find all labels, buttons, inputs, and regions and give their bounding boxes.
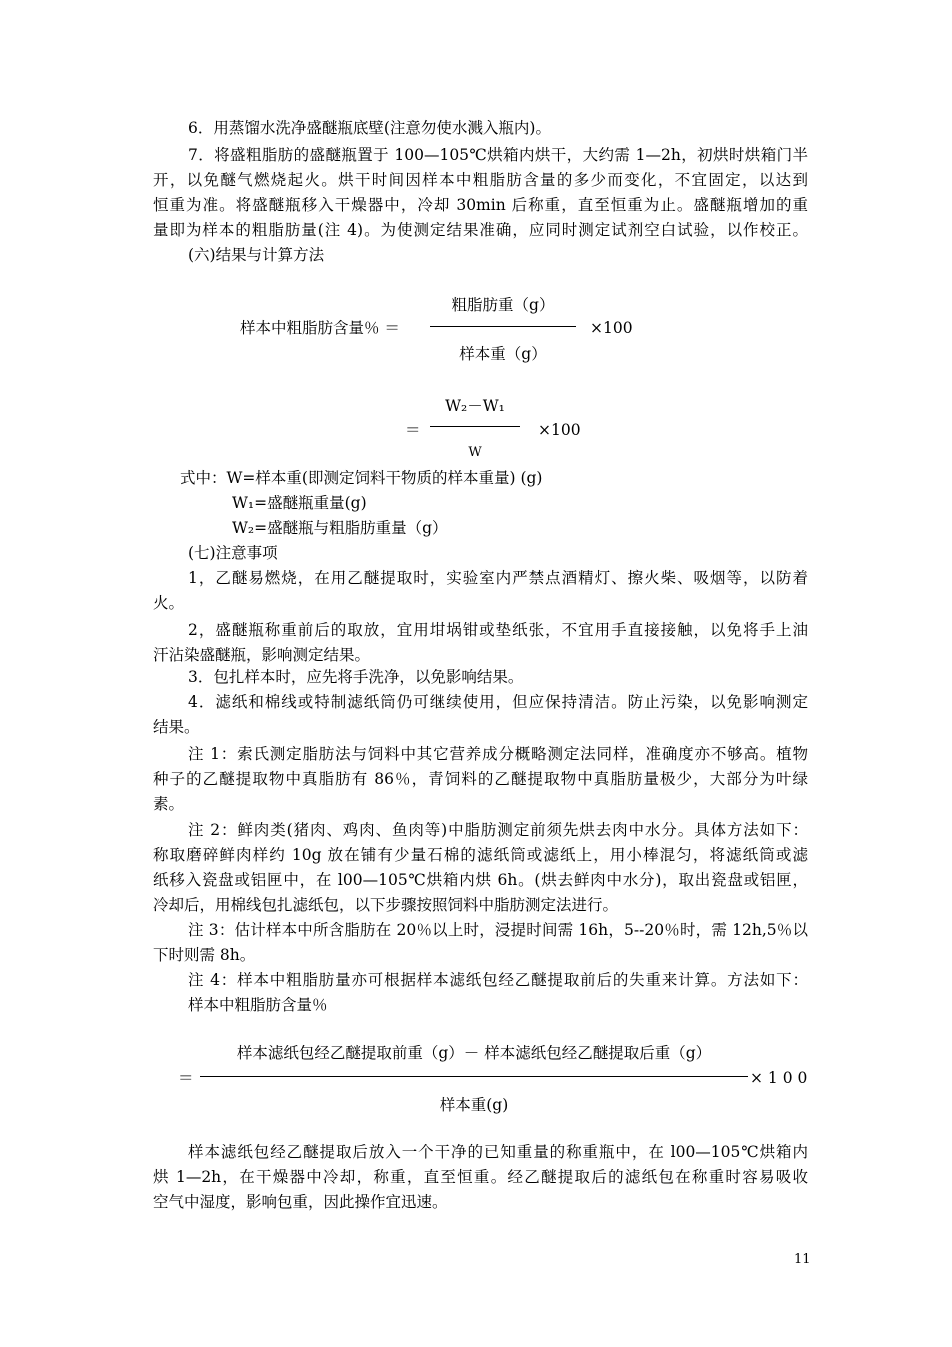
- formula-2-numerator: W₂－W₁: [445, 397, 505, 415]
- definition-w2: W₂=盛醚瓶与粗脂肪重量（g）: [232, 519, 448, 537]
- formula-2-denominator: W: [468, 445, 482, 460]
- step-6-text: 6．用蒸馏水洗净盛醚瓶底壁(注意勿使水溅入瓶内)。: [188, 119, 551, 137]
- note-1-line-2: 种子的乙醚提取物中真脂肪有 86％，青饲料的乙醚提取物中真脂肪量极少，大部分为叶绿: [153, 770, 808, 788]
- formula-3-multiplier: × 1 0 0: [750, 1069, 808, 1087]
- note-4-line-2: 样本中粗脂肪含量％: [188, 996, 328, 1014]
- formula-3-fraction-bar: [200, 1076, 748, 1077]
- note-2-line-1: 注 2：鲜肉类(猪肉、鸡肉、鱼肉等)中脂肪测定前须先烘去肉中水分。具体方法如下：: [188, 821, 808, 839]
- formula-1-numerator: 粗脂肪重（g）: [451, 296, 555, 314]
- formula-2-equals: ＝: [405, 421, 421, 439]
- caution-1-line-1: 1，乙醚易燃烧，在用乙醚提取时，实验室内严禁点酒精灯、擦火柴、吸烟等，以防着: [188, 569, 808, 587]
- caution-4-line-2: 结果。: [153, 718, 200, 736]
- formula-3-numerator: 样本滤纸包经乙醚提取前重（g）－ 样本滤纸包经乙醚提取后重（g）: [236, 1044, 712, 1062]
- note-1-line-1: 注 1：索氏测定脂肪法与饲料中其它营养成分概略测定法同样，准确度亦不够高。植物: [188, 745, 808, 763]
- caution-4-line-1: 4．滤纸和棉线或特制滤纸筒仍可继续使用，但应保持清洁。防止污染，以免影响测定: [188, 693, 808, 711]
- final-paragraph-line-1: 样本滤纸包经乙醚提取后放入一个干净的已知重量的称重瓶中，在 l00—105℃烘箱内: [188, 1143, 808, 1161]
- formula-3-denominator: 样本重(g): [439, 1096, 509, 1114]
- formula-1-lhs: 样本中粗脂肪含量％ ＝: [240, 319, 400, 337]
- step-7-line-3: 恒重为准。将盛醚瓶移入干燥器中，冷却 30min 后称重，直至恒重为止。盛醚瓶增加的重: [153, 196, 808, 214]
- note-3-line-1: 注 3：估计样本中所含脂肪在 20％以上时，浸提时间需 16h，5--20％时，需 12h,5％以: [188, 921, 808, 939]
- formula-1-fraction-bar: [430, 326, 576, 327]
- formula-2-fraction-bar: [430, 426, 520, 427]
- formula-3-equals: ＝: [178, 1069, 194, 1087]
- caution-2-line-1: 2，盛醚瓶称重前后的取放，宜用坩埚钳或垫纸张，不宜用手直接接触，以免将手上油: [188, 621, 808, 639]
- step-7-line-2: 开，以免醚气燃烧起火。烘干时间因样本中粗脂肪含量的多少而变化，不宜固定，以达到: [153, 171, 808, 189]
- note-1-line-3: 素。: [153, 795, 185, 813]
- final-paragraph-line-2: 烘 1—2h，在干燥器中冷却，称重，直至恒重。经乙醚提取后的滤纸包在称重时容易吸收: [153, 1168, 808, 1186]
- note-2-line-3: 纸移入瓷盘或铝匣中，在 l00—105℃烘箱内烘 6h。(烘去鲜肉中水分)，取出瓷盘或铝匣，: [153, 871, 808, 889]
- caution-2-line-2: 汗沾染盛醚瓶，影响测定结果。: [153, 646, 371, 664]
- caution-3-text: 3．包扎样本时，应先将手洗净，以免影响结果。: [188, 668, 524, 686]
- caution-1-line-2: 火。: [153, 594, 185, 612]
- final-paragraph-line-3: 空气中湿度，影响包重，因此操作宜迅速。: [153, 1193, 448, 1211]
- definition-w1: W₁=盛醚瓶重量(g): [232, 494, 367, 512]
- note-4-line-1: 注 4：样本中粗脂肪量亦可根据样本滤纸包经乙醚提取前后的失重来计算。方法如下：: [188, 971, 808, 989]
- page-number: 11: [794, 1252, 811, 1267]
- definition-w: 式中：W=样本重(即测定饲料干物质的样本重量) (g): [180, 469, 543, 487]
- note-3-line-2: 下时则需 8h。: [153, 946, 256, 964]
- formula-1-multiplier: ×100: [590, 319, 633, 337]
- step-7-line-4: 量即为样本的粗脂肪量(注 4)。为使测定结果准确，应同时测定试剂空白试验，以作校正。: [153, 221, 808, 239]
- formula-1-denominator: 样本重（g）: [459, 345, 547, 363]
- step-7-line-1: 7．将盛粗脂肪的盛醚瓶置于 100—105℃烘箱内烘干，大约需 1—2h，初烘时烘箱门半: [188, 146, 808, 164]
- section-7-heading: (七)注意事项: [188, 544, 278, 562]
- formula-2-multiplier: ×100: [538, 421, 581, 439]
- note-2-line-4: 冷却后，用棉线包扎滤纸包，以下步骤按照饲料中脂肪测定法进行。: [153, 896, 619, 914]
- note-2-line-2: 称取磨碎鲜肉样约 10g 放在铺有少量石棉的滤纸筒或滤纸上，用小棒混匀，将滤纸筒或滤: [153, 846, 808, 864]
- section-6-heading: (六)结果与计算方法: [188, 246, 325, 264]
